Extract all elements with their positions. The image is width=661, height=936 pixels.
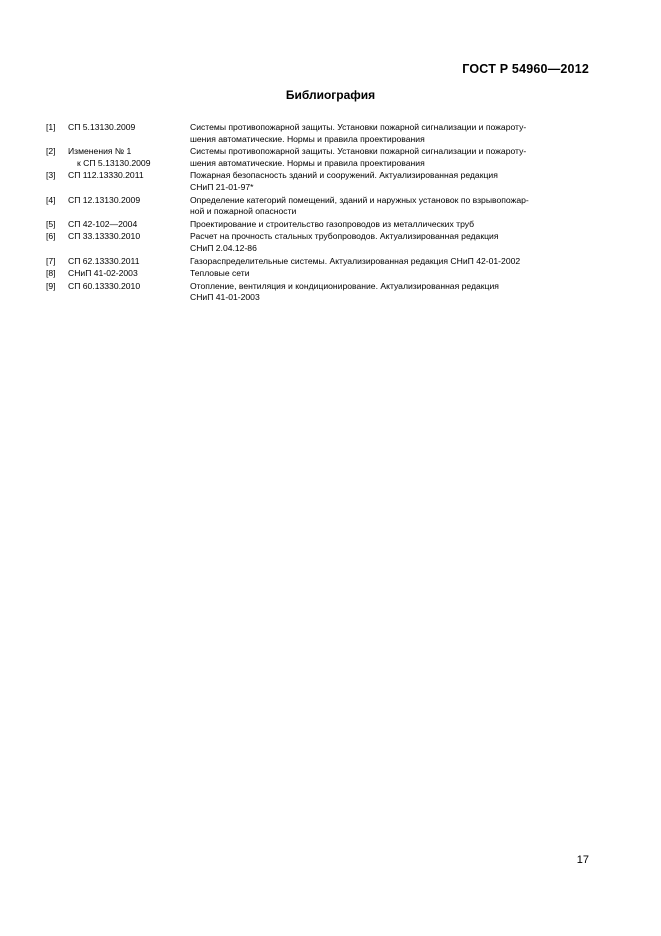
bibliography-entry-number: [1] (46, 122, 56, 132)
bibliography-entry-code-line: СНиП 41-02-2003 (68, 268, 138, 279)
bibliography-entry-description-line: шения автоматические. Нормы и правила проектирования (190, 157, 425, 168)
bibliography-list (46, 122, 616, 305)
bibliography-entry-code-line: к СП 5.13130.2009 (77, 157, 151, 168)
bibliography-entry-description-line: Системы противопожарной защиты. Установки пожарной сигнализации и пожароту- (190, 122, 527, 132)
bibliography-entry-description (190, 195, 616, 218)
bibliography-entry-description (190, 268, 616, 280)
bibliography-entry-description (190, 231, 616, 254)
bibliography-entry-code-line: СП 60.13330.2010 (68, 280, 141, 291)
bibliography-entry-code-line: СП 62.13330.2011 (68, 255, 140, 266)
bibliography-entry (46, 231, 616, 254)
bibliography-entry-code (68, 281, 190, 293)
bibliography-entry-number: [9] (46, 280, 56, 291)
bibliography-entry-number: [7] (46, 255, 56, 266)
bibliography-entry-description-line: Проектирование и строительство газопроводов из металлических труб (190, 218, 475, 229)
bibliography-entry-description-line: Тепловые сети (190, 268, 250, 279)
bibliography-entry (46, 122, 616, 145)
bibliography-entry-description-line: ной и пожарной опасности (190, 206, 297, 217)
bibliography-entry-code-line: СП 112.13330.2011 (68, 170, 144, 181)
bibliography-entry-description (190, 281, 616, 304)
bibliography-entry-description (190, 122, 616, 145)
bibliography-entry-description-line: Определение категорий помещений, зданий и наружных установок по взрывопожар- (190, 194, 529, 205)
bibliography-entry-description-line: Отопление, вентиляция и кондиционирование. Актуализированная редакция (190, 280, 499, 291)
bibliography-entry-code-line: СП 42-102—2004 (68, 218, 138, 229)
bibliography-entry-code (68, 231, 190, 243)
bibliography-entry (46, 281, 616, 304)
bibliography-entry-code (68, 170, 190, 182)
bibliography-entry-description-line: Газораспределительные системы. Актуализированная редакция СНиП 42-01-2002 (190, 255, 521, 266)
bibliography-entry-number: [4] (46, 194, 56, 205)
bibliography-entry-code-line: СП 12.13130.2009 (68, 194, 141, 205)
bibliography-entry-number: [2] (46, 146, 56, 157)
page-number: 17 (576, 854, 589, 866)
bibliography-entry-description (190, 146, 616, 169)
bibliography-entry-code (68, 256, 190, 268)
bibliography-entry-description (190, 170, 616, 193)
bibliography-entry (46, 268, 616, 280)
bibliography-entry-description-line: СНиП 21-01-97* (190, 181, 254, 192)
bibliography-entry (46, 170, 616, 193)
bibliography-entry (46, 256, 616, 268)
bibliography-entry-description-line: шения автоматические. Нормы и правила проектирования (190, 133, 425, 144)
bibliography-entry-code-line: СП 33.13330.2010 (68, 231, 141, 242)
bibliography-entry-code (68, 122, 190, 134)
bibliography-entry-description (190, 219, 616, 231)
bibliography-entry-code-line: Изменения № 1 (68, 146, 132, 157)
bibliography-entry (46, 195, 616, 218)
bibliography-entry (46, 219, 616, 231)
standard-designation: ГОСТ Р 54960—2012 (462, 62, 589, 76)
bibliography-entry-description-line: СНиП 2.04.12-86 (190, 242, 257, 253)
bibliography-entry-number: [8] (46, 268, 56, 279)
bibliography-entry-number: [6] (46, 231, 56, 242)
bibliography-entry-description-line: Расчет на прочность стальных трубопроводов. Актуализированная редакция (190, 231, 499, 242)
bibliography-entry-code (68, 268, 190, 280)
bibliography-entry-number: [3] (46, 170, 56, 181)
bibliography-entry-code (68, 146, 190, 169)
bibliography-entry-description-line: СНиП 41-01-2003 (190, 292, 260, 303)
page-title: Библиография (285, 88, 376, 102)
bibliography-entry (46, 146, 616, 169)
bibliography-entry-code-line: СП 5.13130.2009 (68, 122, 136, 132)
bibliography-entry-description (190, 256, 616, 268)
bibliography-entry-number: [5] (46, 218, 56, 229)
bibliography-entry-code (68, 195, 190, 207)
bibliography-entry-description-line: Пожарная безопасность зданий и сооружений. Актуализированная редакция (190, 170, 498, 181)
bibliography-entry-description-line: Системы противопожарной защиты. Установки пожарной сигнализации и пожароту- (190, 146, 527, 157)
bibliography-entry-code (68, 219, 190, 231)
